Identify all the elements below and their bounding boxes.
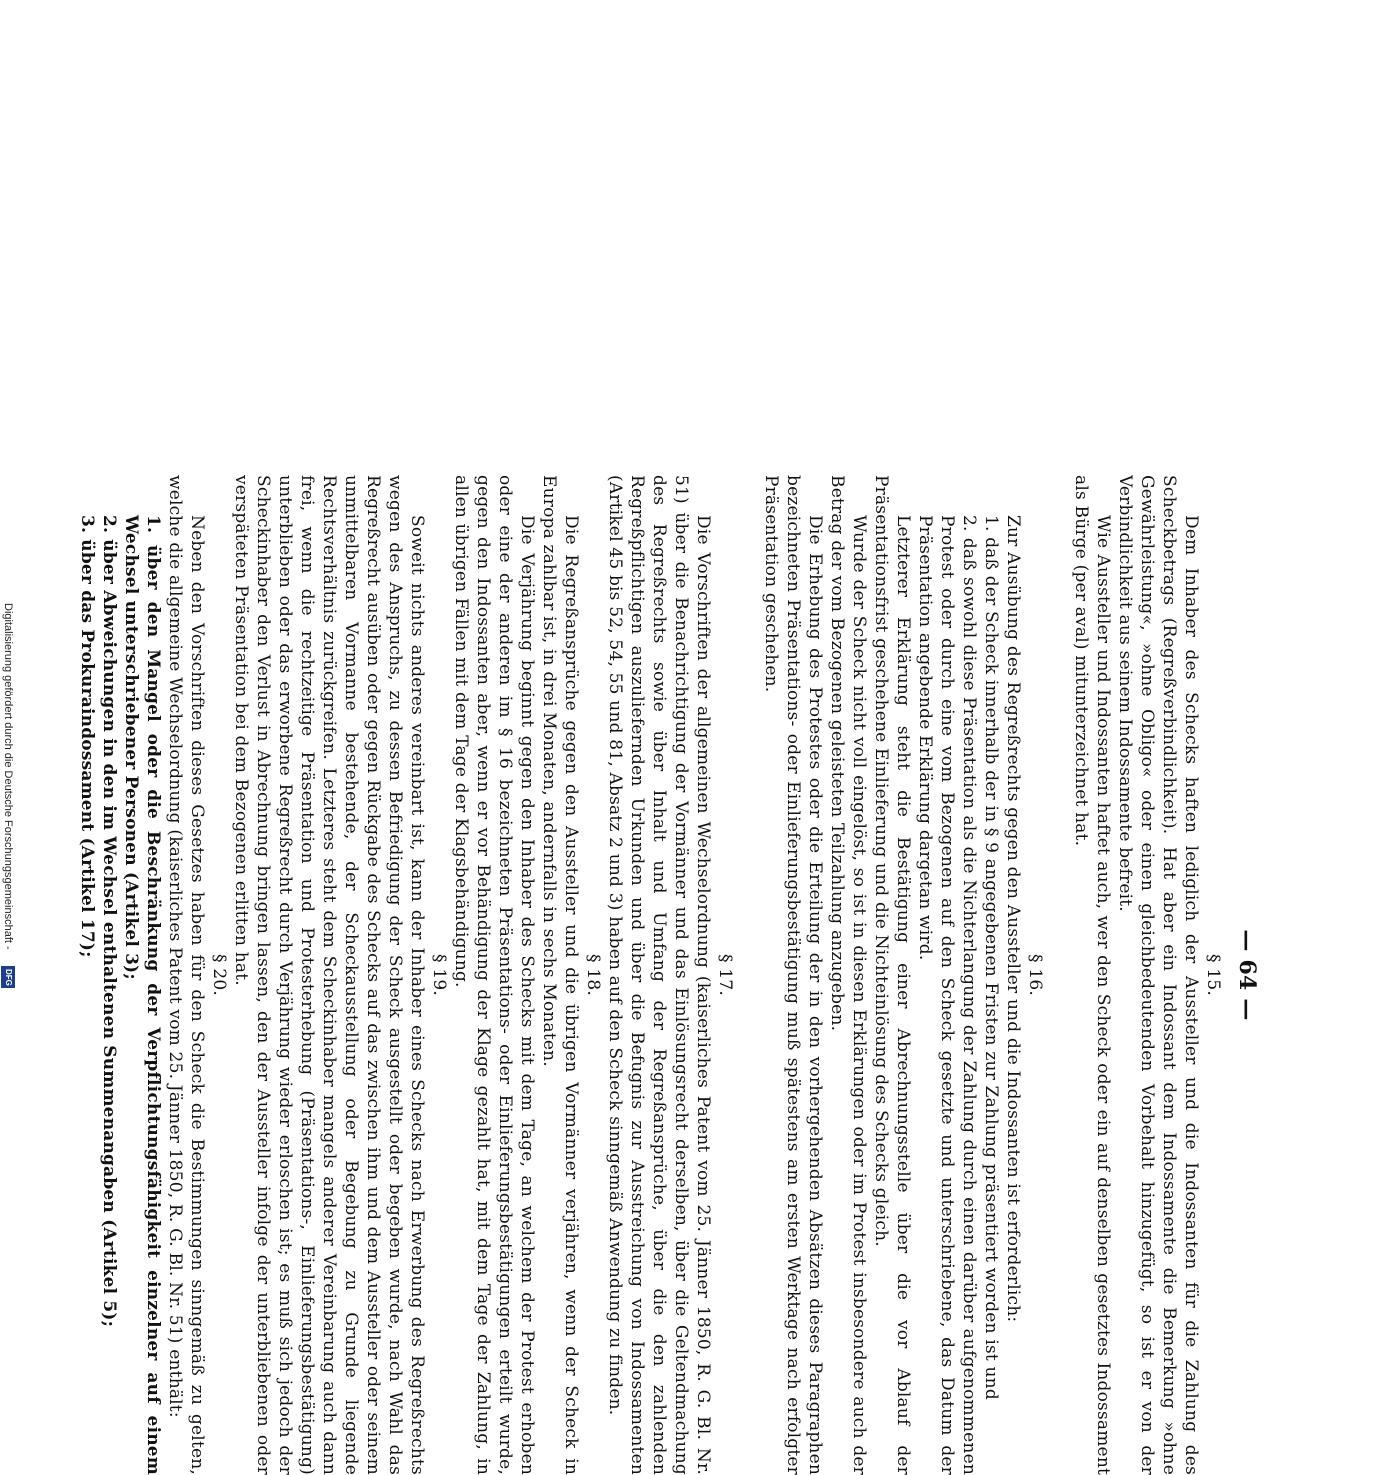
- section-16-title: § 16.: [1025, 954, 1045, 996]
- section-18-para-2: Die Verjährung beginnt gegen den Inhaber des Schecks mit dem Tage, an welchem der Protest erhoben oder eine der anderen im § 16 bezeichneten Präsentations- oder Einlieferungsbestätigungen erteilt wurde, gegen den Indossanten aber, wenn er vor Behändigung der Klage gezahlt hat, mit dem Tage der Zahlung, in allen übrigen Fällen mit dem Tage der Klagsbehändigung.: [451, 475, 537, 1475]
- page-body: [76, 475, 1224, 1475]
- page-number: — 64 —: [1234, 929, 1260, 1021]
- section-16-item-1: 1. daß der Scheck innerhalb der in § 9 angegebenen Fristen zur Zahlung präsentiert worden ist und: [981, 515, 1001, 1400]
- digitization-credit: Digitalisierung gefördert durch die Deutsche Forschungsgemeinschaft -: [2, 603, 14, 950]
- section-16-para-3: Wurde der Scheck nicht voll eingelöst, so ist in diesen Erklärungen oder im Protest insbesondere auch der Betrag der vom Bezogenen geleisteten Teilzahlung anzugeben.: [827, 475, 869, 1475]
- section-15-title: § 15.: [1203, 954, 1223, 996]
- section-15-para-2: Wie Aussteller und Indossanten haftet auch, wer den Scheck oder ein auf denselben gesetztes Indossament als Bürge (per aval) mitunterzeichnet hat.: [1071, 475, 1113, 1475]
- section-18-para-1: Die Regreßansprüche gegen den Aussteller und die übrigen Vormänner verjähren, wenn der Scheck in Europa zahlbar ist, in drei Monaten, andernfalls in sechs Monaten.: [539, 475, 581, 1475]
- section-20-item-3: 3. über das Prokuraindossament (Artikel 17);: [77, 515, 97, 958]
- section-16-para-4: Die Erhebung des Protestes oder die Erteilung der in den vorhergehenden Absätzen dieses Paragraphen bezeichneten Präsentations- oder Einlieferungsbestätigung muß spätestens am ersten Werktage nach erfolgter Präsentation geschehen.: [761, 475, 825, 1475]
- section-18-title: § 18.: [583, 954, 603, 996]
- section-16-para-2: Letzterer Erklärung steht die Bestätigung einer Abrechnungsstelle über die vor Ablauf der Präsentationsfrist geschehene Einlieferung und die Nichteinlösung des Schecks gleich.: [871, 475, 913, 1475]
- section-20-item-1: 1. über den Mangel oder die Beschränkung der Verpflichtungsfähigkeit einzelner auf einem Wechsel unterschriebener Personen (Artikel 3);: [121, 515, 163, 1475]
- section-20-para-1: Neben den Vorschriften dieses Gesetzes haben für den Scheck die Bestimmungen sinngemäß zu gelten, welche die allgemeine Wechselordnung (kaiserliches Patent vom 25. Jänner 1850, R. G. Bl. Nr. 51) enthält:: [165, 475, 207, 1475]
- section-19-title: § 19.: [429, 954, 449, 996]
- section-20-item-2: 2. über Abweichungen in den im Wechsel enthaltenen Summenangaben (Artikel 5);: [99, 515, 119, 1328]
- document-page: [77, 475, 1260, 1475]
- section-17-title: § 17.: [715, 954, 735, 996]
- section-19-para-1: Soweit nichts anderes vereinbart ist, kann der Inhaber eines Schecks nach Erwerbung des Regreßrechts wegen des Anspruchs, zu dessen Befriedigung der Scheck ausgestellt oder begeben wurde, nach Wahl das Regreßrecht ausüben oder gegen Rückgabe des Schecks auf das zwischen ihm und dem Aussteller oder seinem unmittelbaren Vormanne bestehende, der Scheckausstellung oder Begebung zu Grunde liegende Rechtsverhältnis zurückgreifen. Letzteres steht dem Scheckinhaber mangels anderer Vereinbarung auch dann frei, wenn die rechtzeitige Präsentation und Protesterhebung (Präsentations-, Einlieferungsbestätigung) unterblieben oder das erworbene Regreßrecht durch Verjährung wieder erloschen ist; es muß sich jedoch der Scheckinhaber den Verlust in Abrechnung bringen lassen, den der Aussteller infolge der unterbliebenen oder verspäteten Präsentation bei dem Bezogenen erlitten hat.: [231, 475, 427, 1475]
- section-16-para-1: Zur Ausübung des Regreßrechts gegen den Aussteller und die Indossanten ist erforderlich:: [1003, 515, 1023, 1323]
- dfg-logo: DFG: [1, 966, 15, 988]
- section-17-para-1: Die Vorschriften der allgemeinen Wechselordnung (kaiserliches Patent vom 25. Jänner 1850, R. G. Bl. Nr. 51) über die Benachrichtigung der Vormänner und das Einlösungsrecht derselben, über die Geltendmachung des Regreßrechts sowie über Inhalt und Umfang der Regreßansprüche, über die den zahlenden Regreßpflichtigen auszuliefernden Urkunden und über die Befugnis zur Ausstreichung von Indossamenten (Artikel 45 bis 52, 54, 55 und 81, Absatz 2 und 3) haben auf den Scheck sinngemäß Anwendung zu finden.: [605, 475, 713, 1475]
- section-15-para-1: Dem Inhaber des Schecks haften lediglich der Aussteller und die Indossanten für die Zahlung des Scheckbetrags (Regreßverbindlichkeit). Hat aber ein Indossant dem Indossamente die Bemerkung »ohne Gewährleistung«, »ohne Obligo« oder einen gleichbedeutenden Vorbehalt hinzugefügt, so ist er von der Verbindlichkeit aus seinem Indossamente befreit.: [1115, 475, 1201, 1475]
- sidebar: [0, 0, 16, 1000]
- section-16-item-2: 2. daß sowohl diese Präsentation als die Nichterlangung der Zahlung durch einen darüber aufgenommenen Protest oder durch eine vom Bezogenen auf den Scheck gesetzte und unterschriebene, das Datum der Präsentation angebende Erklärung dargetan wird.: [915, 515, 979, 1475]
- section-20-title: § 20.: [209, 954, 229, 996]
